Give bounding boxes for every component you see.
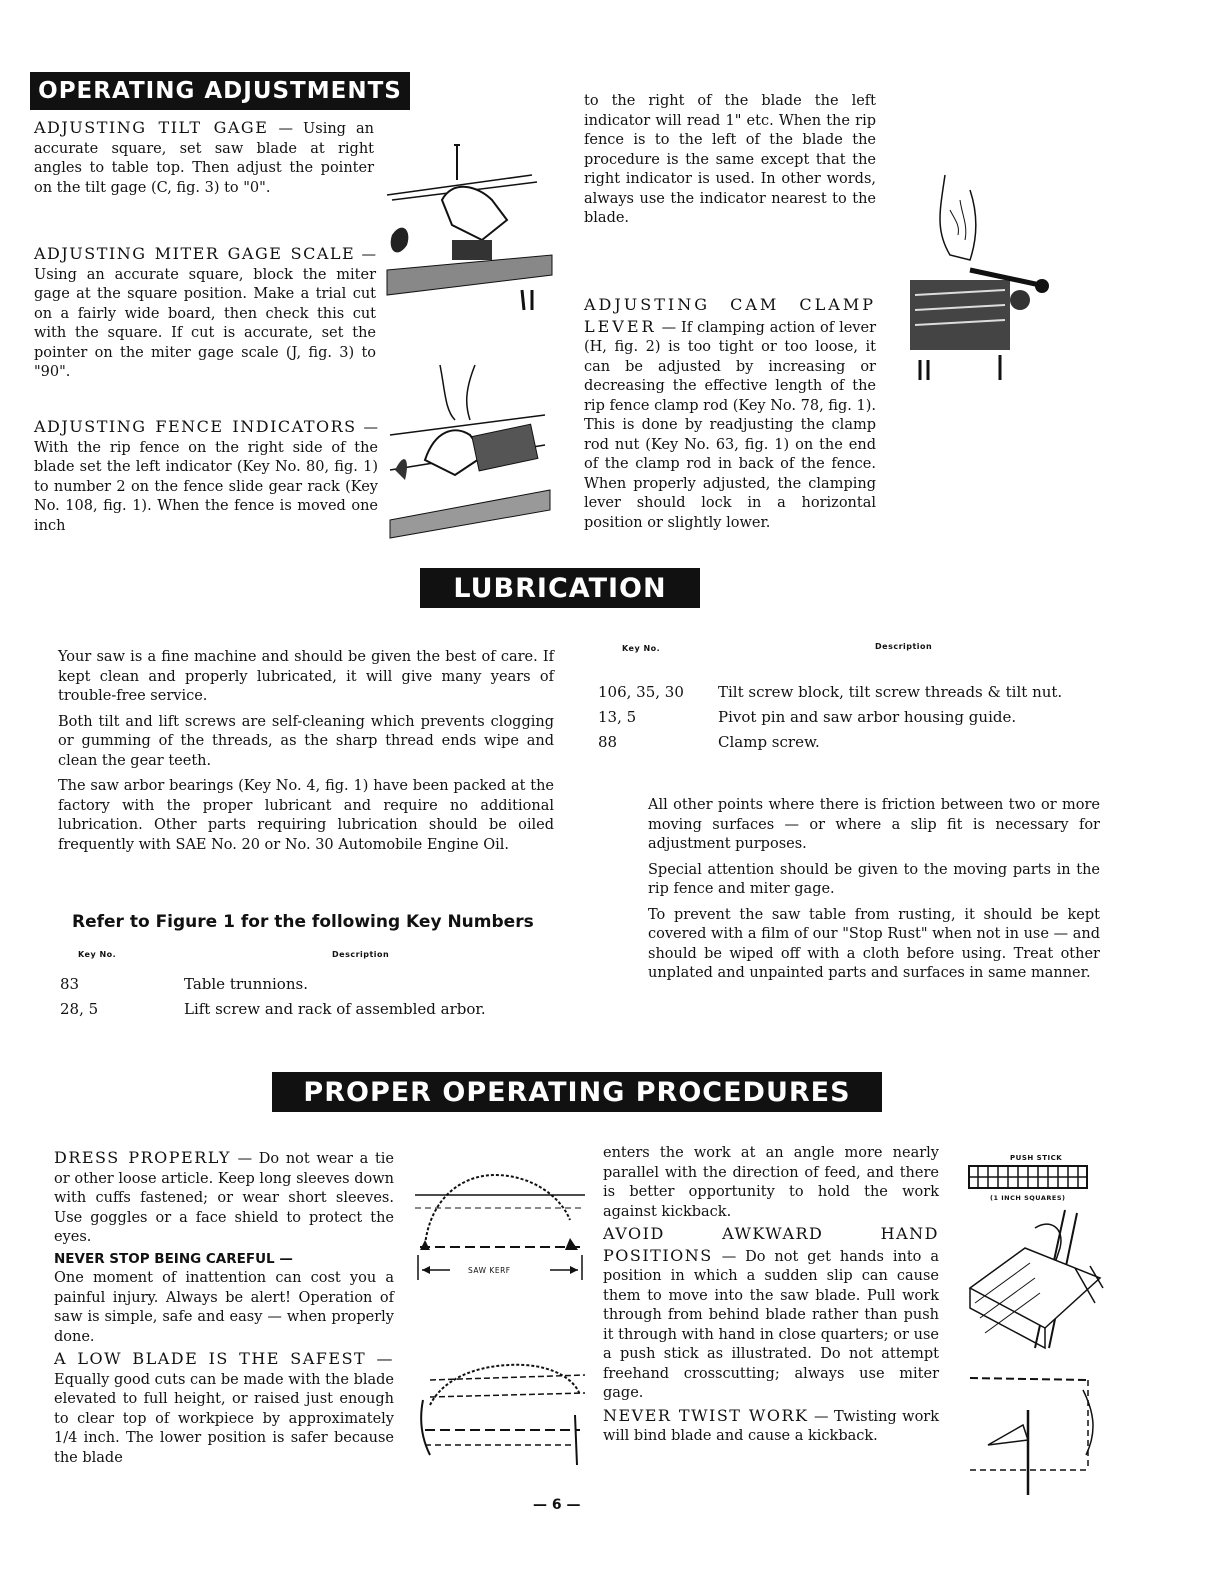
lube-paragraph-4: All other points where there is friction between two or more moving surfaces — or where a slip fit is necessary for adjustment purposes. xyxy=(648,797,1100,852)
cam-body: — If clamping action of lever (H, fig. 2) is too tight or too loose, it can be adjusted by increasing or decreasing the effective length of the rip fence clamp rod (Key No. 78, fig. 1). This is done by readjusting the clamp rod nut (Key No. 63, fig. 1) on the end of the clamp rod in back of the fence. When properly adjusted, the clamping lever should lock in a horizontal position or slightly lower. xyxy=(584,319,876,531)
left-desc-row-2: Lift screw and rack of assembled arbor. xyxy=(184,1000,486,1018)
saw-kerf-high-diagram xyxy=(410,1150,590,1300)
left-key-row-1: 83 xyxy=(60,975,80,993)
left-desc-row-1: Table trunnions. xyxy=(184,975,308,993)
left-desc-header: Description xyxy=(332,950,390,959)
operating-adjustments-banner: OPERATING ADJUSTMENTS xyxy=(30,72,410,110)
push-stick-grid-icon xyxy=(968,1165,1088,1191)
lube-paragraph-2: Both tilt and lift screws are self-cleaning which prevents clogging or gumming of the threads, as the sharp thread ends wipe and clean the gear teeth. xyxy=(58,713,554,769)
left-key-header: Key No. xyxy=(78,950,117,959)
right-key-row-2: 13, 5 xyxy=(598,708,637,726)
lube-paragraph-5: Special attention should be given to the moving parts in the rip fence and miter gage. xyxy=(648,861,1100,897)
fence-body: — With the rip fence on the right side of the blade set the left indicator (Key No. 80, fig. 1) to number 2 on the fence slide gear rack (Key No. 108, fig. 1). When the fence is moved one inch xyxy=(34,420,379,534)
push-stick-label: PUSH STICK xyxy=(1010,1154,1063,1162)
tilt-body: — Using an accurate square, set saw blade at right angles to table top. Then adjust the pointer on the tilt gage (C, fig. 3) to "0". xyxy=(34,121,375,196)
twist-heading: NEVER TWIST WORK xyxy=(603,1405,809,1425)
avoid-body: — Do not get hands into a position in which a sudden slip can cause them to move into the saw blade. Pull work through from behind blade rather than push it through with hand in close quarters; or use a push stick as illustrated. Do not attempt freehand crosscutting; always use miter gage. xyxy=(603,1248,940,1401)
page-number: — 6 — xyxy=(533,1497,581,1513)
twist-work-diagram xyxy=(968,1370,1108,1495)
push-stick-illustration xyxy=(965,1208,1105,1358)
dress-body: — Do not wear a tie or other loose article. Keep long sleeves down with cuffs fastened; or wear short sleeves. Use goggles or a face shield to protect the eyes. xyxy=(54,1151,395,1245)
low-blade-body: Equally good cuts can be made with the blade elevated to full height, or raised just enough to clear top of workpiece by approximately 1/4 inch. The lower position is safer because the blade xyxy=(54,1371,394,1466)
procedures-right xyxy=(603,1144,939,1453)
lubrication-right xyxy=(648,796,1100,990)
left-key-row-2: 28, 5 xyxy=(60,1000,99,1018)
lubrication-left xyxy=(58,648,554,861)
right-desc-header: Description xyxy=(875,642,933,651)
lubrication-banner: LUBRICATION xyxy=(420,568,700,608)
lube-paragraph-6: To prevent the saw table from rusting, it should be kept covered with a film of our "Stop Rust" when not in use — and should be wiped off with a cloth before using. Treat other unplated and unpainted parts and surfaces in same manner. xyxy=(648,906,1100,981)
cam-heading: ADJUSTING CAM CLAMP LEVER xyxy=(584,295,876,336)
right-desc-row-3: Clamp screw. xyxy=(718,733,820,751)
miter-gage-illustration xyxy=(385,360,555,540)
miter-heading: ADJUSTING MITER GAGE SCALE xyxy=(34,244,356,263)
avoid-heading: AVOID AWKWARD HAND POSITIONS xyxy=(603,1224,939,1265)
right-desc-row-2: Pivot pin and saw arbor housing guide. xyxy=(718,708,1017,726)
saw-kerf-low-diagram xyxy=(415,1345,590,1470)
inch-squares-label: (1 INCH SQUARES) xyxy=(990,1194,1066,1202)
tilt-heading: ADJUSTING TILT GAGE xyxy=(34,118,269,137)
never-stop-heading: NEVER STOP BEING CAREFUL — xyxy=(54,1250,293,1267)
fence-heading: ADJUSTING FENCE INDICATORS xyxy=(34,417,357,436)
twist-body: — Twisting work will bind blade and cause a kickback. xyxy=(603,1408,940,1444)
adjust-miter-gage xyxy=(34,244,376,389)
fence-indicators-continued: to the right of the blade the left indicator will read 1" etc. When the rip fence is to the left of the blade the procedure is the same except that the right indicator is used. In other words, always use the indicator nearest to the blade. xyxy=(584,93,876,226)
low-blade-continued: enters the work at an angle more nearly parallel with the direction of feed, and there is better opportunity to hold the work against kickback. xyxy=(603,1145,939,1220)
adjust-tilt-gage xyxy=(34,118,374,204)
adjust-cam-clamp xyxy=(584,295,1078,539)
low-blade-heading: A LOW BLADE IS THE SAFEST — xyxy=(54,1349,394,1368)
lube-paragraph-3: The saw arbor bearings (Key No. 4, fig. 1) have been packed at the factory with the proper lubricant and require no additional lubrication. Other parts requiring lubrication should be oiled frequently with SAE No. 20 or No. 30 Automobile Engine Oil. xyxy=(58,778,554,853)
adjust-fence-indicators xyxy=(34,417,378,542)
miter-body: — Using an accurate square, block the miter gage at the square position. Make a trial cut on a fairly wide board, then check this cut with the square. If cut is accurate, set the pointer on the miter gage scale (J, fig. 3) to "90". xyxy=(34,247,377,380)
dress-heading: DRESS PROPERLY xyxy=(54,1148,231,1167)
right-key-row-1: 106, 35, 30 xyxy=(598,683,684,701)
never-stop-body: One moment of inattention can cost you a painful injury. Always be alert! Operation of saw is simple, safe and easy — when properly done. xyxy=(54,1270,394,1345)
tilt-gage-illustration xyxy=(382,140,557,315)
procedures-banner: PROPER OPERATING PROCEDURES xyxy=(272,1072,882,1112)
right-key-header: Key No. xyxy=(622,644,661,653)
right-key-row-3: 88 xyxy=(598,733,618,751)
right-desc-row-1: Tilt screw block, tilt screw threads & tilt nut. xyxy=(718,683,1063,701)
lube-paragraph-1: Your saw is a fine machine and should be given the best of care. If kept clean and properly lubricated, it will give many years of trouble-free service. xyxy=(58,649,554,704)
saw-kerf-label: SAW KERF xyxy=(468,1266,511,1275)
procedures-left xyxy=(54,1148,394,1474)
refer-figure-heading: Refer to Figure 1 for the following Key Numbers xyxy=(72,912,534,932)
